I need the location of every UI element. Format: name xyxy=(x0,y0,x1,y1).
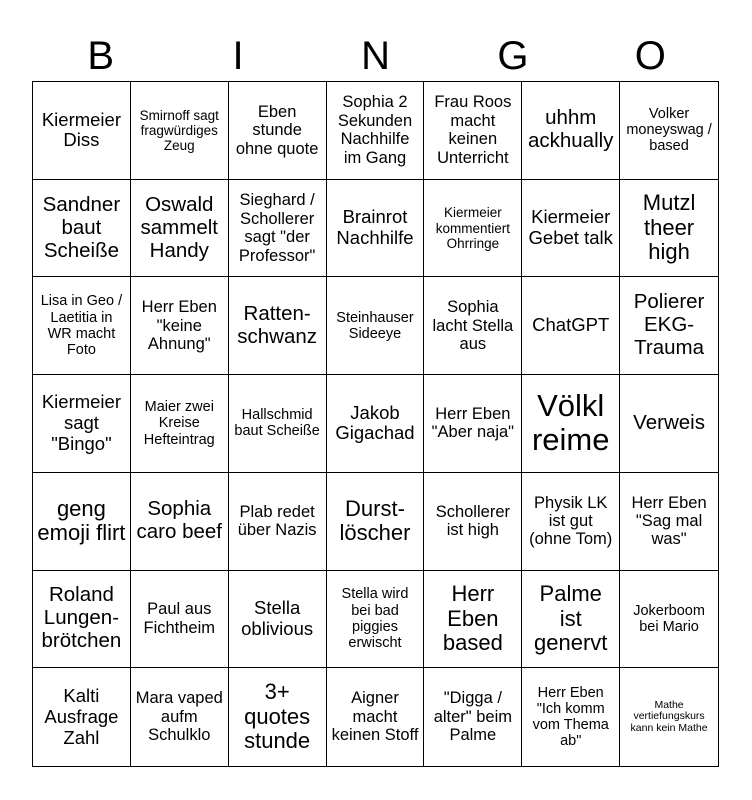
bingo-cell[interactable]: Palme ist genervt xyxy=(522,571,620,669)
bingo-cell[interactable]: Sieghard / Schollerer sagt "der Professor" xyxy=(229,180,327,278)
bingo-cell[interactable]: Steinhauser Sideeye xyxy=(327,277,425,375)
bingo-cell[interactable]: Kiermeier kommentiert Ohrringe xyxy=(424,180,522,278)
bingo-cell[interactable]: uhhm ackhually xyxy=(522,82,620,180)
bingo-cell[interactable]: Oswald sammelt Handy xyxy=(131,180,229,278)
bingo-cell[interactable]: Eben stunde ohne quote xyxy=(229,82,327,180)
bingo-header xyxy=(32,30,719,82)
bingo-cell[interactable]: Völkl reime xyxy=(522,375,620,473)
bingo-cell[interactable]: Sophia caro beef xyxy=(131,473,229,571)
bingo-board xyxy=(32,81,719,767)
bingo-cell[interactable]: Roland Lungen-brötchen xyxy=(33,571,131,669)
bingo-cell[interactable]: Ratten-schwanz xyxy=(229,277,327,375)
bingo-cell[interactable]: Aigner macht keinen Stoff xyxy=(327,668,425,766)
bingo-cell[interactable]: Frau Roos macht keinen Unterricht xyxy=(424,82,522,180)
bingo-cell[interactable]: Physik LK ist gut (ohne Tom) xyxy=(522,473,620,571)
bingo-cell[interactable]: Kiermeier sagt "Bingo" xyxy=(33,375,131,473)
bingo-cell[interactable]: Mara vaped aufm Schulklo xyxy=(131,668,229,766)
bingo-cell[interactable]: Volker moneyswag / based xyxy=(620,82,718,180)
bingo-cell[interactable]: "Digga / alter" beim Palme xyxy=(424,668,522,766)
header-letter-i: I xyxy=(232,34,244,78)
header-letter-o: O xyxy=(634,34,666,78)
header-letter-b: B xyxy=(87,34,115,78)
bingo-cell[interactable]: Hallschmid baut Scheiße xyxy=(229,375,327,473)
bingo-cell[interactable]: Jakob Gigachad xyxy=(327,375,425,473)
bingo-cell[interactable]: Jokerboom bei Mario xyxy=(620,571,718,669)
bingo-cell[interactable]: geng emoji flirt xyxy=(33,473,131,571)
bingo-cell[interactable]: 3+ quotes stunde xyxy=(229,668,327,766)
bingo-cell[interactable]: Paul aus Fichtheim xyxy=(131,571,229,669)
bingo-cell[interactable]: ChatGPT xyxy=(522,277,620,375)
bingo-cell[interactable]: Herr Eben "Aber naja" xyxy=(424,375,522,473)
bingo-cell[interactable]: Kiermeier Diss xyxy=(33,82,131,180)
bingo-cell[interactable]: Kiermeier Gebet talk xyxy=(522,180,620,278)
bingo-cell[interactable]: Maier zwei Kreise Hefteintrag xyxy=(131,375,229,473)
bingo-cell[interactable]: Mutzl theer high xyxy=(620,180,718,278)
header-letter-n: N xyxy=(361,34,390,78)
header-letter-g: G xyxy=(497,34,529,78)
bingo-cell[interactable]: Mathe vertiefungskurs kann kein Mathe xyxy=(630,698,708,735)
bingo-cell[interactable]: Stella oblivious xyxy=(229,571,327,669)
bingo-cell[interactable]: Verweis xyxy=(620,375,718,473)
bingo-cell[interactable]: Herr Eben "keine Ahnung" xyxy=(131,277,229,375)
bingo-cell[interactable]: Durst-löscher xyxy=(327,473,425,571)
bingo-cell[interactable]: Sophia 2 Sekunden Nachhilfe im Gang xyxy=(327,82,425,180)
bingo-cell[interactable]: Brainrot Nachhilfe xyxy=(327,180,425,278)
bingo-cell[interactable]: Stella wird bei bad piggies erwischt xyxy=(327,571,425,669)
bingo-cell[interactable]: Polierer EKG-Trauma xyxy=(620,277,718,375)
bingo-cell[interactable]: Kalti Ausfrage Zahl xyxy=(33,668,131,766)
bingo-cell[interactable]: Schollerer ist high xyxy=(424,473,522,571)
bingo-cell[interactable]: Plab redet über Nazis xyxy=(229,473,327,571)
bingo-cell[interactable]: Herr Eben based xyxy=(424,571,522,669)
bingo-cell[interactable]: Smirnoff sagt fragwürdiges Zeug xyxy=(131,82,229,180)
bingo-cell[interactable]: Lisa in Geo / Laetitia in WR macht Foto xyxy=(33,277,131,375)
bingo-cell[interactable]: Sophia lacht Stella aus xyxy=(424,277,522,375)
bingo-cell[interactable]: Herr Eben "Ich komm vom Thema ab" xyxy=(522,668,620,766)
bingo-cell[interactable]: Herr Eben "Sag mal was" xyxy=(620,473,718,571)
bingo-cell[interactable]: Sandner baut Scheiße xyxy=(33,180,131,278)
